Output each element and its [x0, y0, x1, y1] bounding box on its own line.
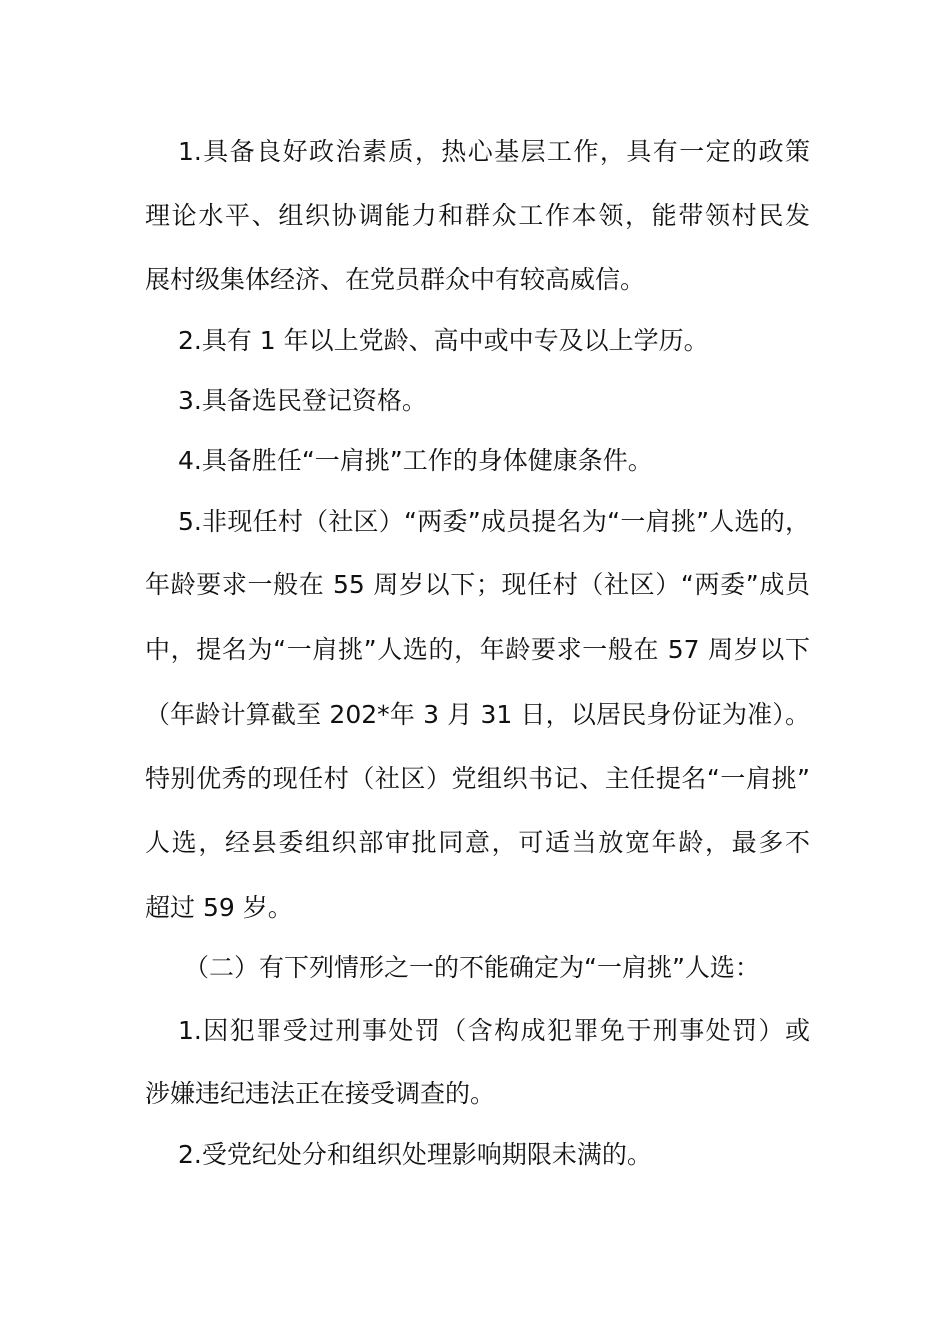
paragraph-line: 超过 59 岁。 — [145, 893, 293, 922]
paragraph-line: 2.具有 1 年以上党龄、高中或中专及以上学历。 — [178, 326, 709, 355]
paragraph-line: 5.非现任村（社区）“两委”成员提名为“一肩挑”人选的， — [178, 507, 810, 536]
paragraph-line: 1.具备良好政治素质，热心基层工作，具有一定的政策 — [178, 137, 810, 166]
paragraph-line: 年龄要求一般在 55 周岁以下；现任村（社区）“两委”成员 — [145, 570, 810, 599]
paragraph-line: 特别优秀的现任村（社区）党组织书记、主任提名“一肩挑” — [145, 764, 810, 793]
paragraph-line: 涉嫌违纪违法正在接受调查的。 — [145, 1079, 496, 1108]
section-heading: （二）有下列情形之一的不能确定为“一肩挑”人选： — [184, 953, 760, 982]
paragraph-line: 展村级集体经济、在党员群众中有较高威信。 — [145, 265, 646, 294]
paragraph-line: 人选，经县委组织部审批同意，可适当放宽年龄，最多不 — [145, 828, 810, 857]
paragraph-line: 1.因犯罪受过刑事处罚（含构成犯罪免于刑事处罚）或 — [178, 1016, 810, 1045]
paragraph-line: 中，提名为“一肩挑”人选的，年龄要求一般在 57 周岁以下 — [145, 635, 810, 664]
paragraph-line: 理论水平、组织协调能力和群众工作本领，能带领村民发 — [145, 201, 810, 230]
paragraph-line: 3.具备选民登记资格。 — [178, 386, 427, 415]
paragraph-line: 4.具备胜任“一肩挑”工作的身体健康条件。 — [178, 446, 653, 475]
paragraph-line: 2.受党纪处分和组织处理影响期限未满的。 — [178, 1140, 652, 1169]
paragraph-line: （年龄计算截至 202*年 3 月 31 日，以居民身份证为准）。 — [145, 700, 810, 729]
